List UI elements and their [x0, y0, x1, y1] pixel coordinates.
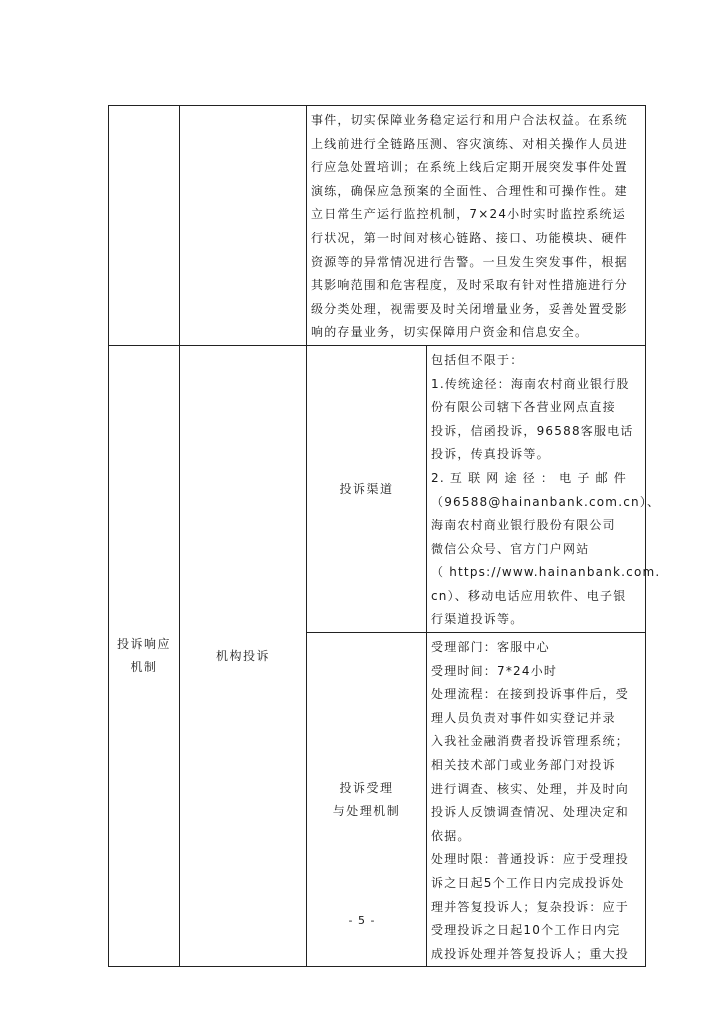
- channels-detail-cell: [427, 345, 661, 632]
- text-line: 包括但不限于：: [431, 352, 524, 367]
- text-line: （ https://www.hainanbank.com.: [431, 565, 661, 580]
- text-line: 理人员负责对事件如实登记并录: [431, 710, 616, 725]
- text-line: 立日常生产运行监控机制，7×24小时实时监控系统运: [311, 207, 626, 222]
- page-number: - 5 -: [348, 914, 376, 927]
- category-label: 机构投诉: [215, 648, 270, 663]
- text-line: 投诉人反馈调查情况、处理决定和: [431, 805, 630, 820]
- empty-cell: [109, 106, 180, 346]
- handling-label: 投诉受理: [339, 780, 394, 795]
- text-line: 成投诉处理并答复投诉人；重大投: [431, 946, 630, 961]
- text-line: 上线前进行全链路压测、容灾演练、对相关操作人员进: [311, 136, 628, 151]
- text-line: 诉之日起5个工作日内完成投诉处: [431, 876, 625, 890]
- text-line: 2. 互 联 网 途 径 ： 电 子 邮 件: [431, 470, 627, 485]
- text-line: 行状况，第一时间对核心链路、接口、功能模块、硬件: [311, 230, 628, 245]
- text-line: 处理时限：普通投诉：应于受理投: [431, 852, 630, 867]
- text-line: 投诉，信函投诉，96588客服电话: [431, 423, 634, 438]
- table-row: [109, 345, 646, 632]
- content-table: [108, 105, 661, 967]
- text-line: 相关技术部门或业务部门对投诉: [431, 758, 616, 773]
- text-line: 投诉，传真投诉等。: [431, 447, 550, 462]
- text-line: 入我社金融消费者投诉管理系统；: [431, 734, 630, 749]
- text-line: cn）、移动电话应用软件、电子银: [431, 588, 627, 603]
- text-line: 响的存量业务，切实保障用户资金和信息安全。: [311, 325, 589, 340]
- empty-cell: [180, 106, 307, 346]
- text-line: 进行调查、核实、处理，并及时向: [431, 781, 630, 796]
- section-title: 投诉响应: [116, 637, 171, 652]
- text-line: 演练，确保应急预案的全面性、合理性和可操作性。建: [311, 183, 628, 198]
- section-title: 机制: [130, 660, 158, 675]
- text-line: 受理时间：7*24小时: [431, 663, 558, 678]
- text-line: 海南农村商业银行股份有限公司: [431, 518, 616, 533]
- text-line: 行应急处置培训；在系统上线后定期开展突发事件处置: [311, 160, 628, 175]
- text-line: 份有限公司辖下各营业网点直接: [431, 400, 616, 415]
- text-line: 微信公众号、官方门户网站: [431, 541, 590, 556]
- text-line: 理并答复投诉人；复杂投诉：应于: [431, 899, 630, 914]
- channels-paragraph: [427, 346, 661, 632]
- emergency-text-cell: [307, 106, 646, 346]
- text-line: 依据。: [431, 828, 471, 843]
- text-line: 资源等的异常情况进行告警。一旦发生突发事件，根据: [311, 254, 628, 269]
- text-line: 级分类处理，视需要及时关闭增量业务，妥善处置受影: [311, 301, 628, 316]
- text-line: 其影响范围和危害程度，及时采取有针对性措施进行分: [311, 278, 628, 293]
- text-line: （96588@hainanbank.com.cn）、: [431, 494, 661, 509]
- text-line: 事件，切实保障业务稳定运行和用户合法权益。在系统: [311, 113, 628, 127]
- text-line: 受理投诉之日起10个工作日内完: [431, 923, 621, 938]
- handling-label: 与处理机制: [332, 803, 401, 818]
- emergency-paragraph: [307, 106, 645, 345]
- text-line: 1.传统途径：海南农村商业银行股: [431, 376, 630, 391]
- category-cell: [180, 345, 307, 966]
- text-line: 行渠道投诉等。: [431, 612, 524, 627]
- table-row: [109, 106, 646, 346]
- text-line: 处理流程：在接到投诉事件后，受: [431, 687, 630, 702]
- section-title-cell: [109, 345, 180, 966]
- channels-label-cell: [307, 345, 427, 632]
- text-line: 受理部门：客服中心: [431, 640, 550, 655]
- channels-label: 投诉渠道: [339, 481, 394, 496]
